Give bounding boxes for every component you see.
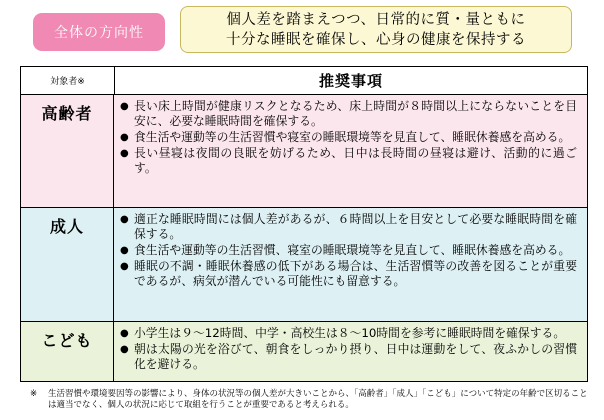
table-row-children [21,322,587,381]
target-label: こども [21,322,114,381]
footnote-mark: ※ [30,389,38,399]
footnote [30,389,590,411]
headline-line-1: 個人差を踏まえつつ、日常的に質・量ともに [226,12,526,28]
table-row-elderly [21,95,587,208]
table-row-adult [21,208,587,322]
target-label: 成人 [21,208,114,321]
direction-badge [33,13,165,51]
table-header [21,67,587,95]
list-item: ● 長い床上時間が健康リスクとなるため、床上時間が８時間以上にならないことを目安に、必要な睡眠時間を確保する。 [120,99,577,128]
list-item: ● 適正な睡眠時間には個人差があるが、６時間以上を目安として必要な睡眠時間を確保する。 [120,212,577,241]
bullet-icon: ● [120,245,129,256]
recommendation-list [114,322,587,381]
bullet-icon: ● [120,101,129,112]
bullet-icon: ● [120,261,129,272]
header-target: 対象者※ [21,67,115,94]
headline-line-2: 十分な睡眠を確保し、心身の健康を保持する [226,32,526,48]
recommendation-table [20,66,588,382]
bullet-icon: ● [120,132,129,143]
headline-box [180,6,572,53]
bullet-icon: ● [120,344,129,355]
footnote-text: 生活習慣や環境要因等の影響により、身体の状況等の個人差が大きいことから、「高齢者」「成人」「こども」について特定の年齢で区切ることは適当でなく、個人の状況に応じて取組を行うことが重要であると考えられる。 [48,389,588,410]
bullet-icon: ● [120,214,129,225]
list-item: ● 小学生は９～12時間、中学・高校生は８～10時間を参考に睡眠時間を確保する。 [120,326,566,340]
list-item: ● 朝は太陽の光を浴びて、朝食をしっかり摂り、日中は運動をして、夜ふかしの習慣化を避ける。 [120,342,577,371]
list-item: ● 長い昼寝は夜間の良眠を妨げるため、日中は長時間の昼寝は避け、活動的に過ごす。 [120,146,577,175]
recommendation-list [114,208,587,321]
recommendation-list [114,95,587,207]
target-label: 高齢者 [21,95,114,207]
list-item: ● 睡眠の不調・睡眠休養感の低下がある場合は、生活習慣等の改善を図ることが重要であるが、病気が潜んでいる可能性にも留意する。 [120,259,577,288]
header-recommendation: 推奨事項 [318,72,383,90]
direction-badge-label: 全体の方向性 [54,25,144,41]
bullet-icon: ● [120,148,129,159]
bullet-icon: ● [120,328,129,339]
list-item: ● 食生活や運動等の生活習慣、寝室の睡眠環境等を見直して、睡眠休養感を高める。 [120,243,571,257]
list-item: ● 食生活や運動等の生活習慣や寝室の睡眠環境等を見直して、睡眠休養感を高める。 [120,130,571,144]
